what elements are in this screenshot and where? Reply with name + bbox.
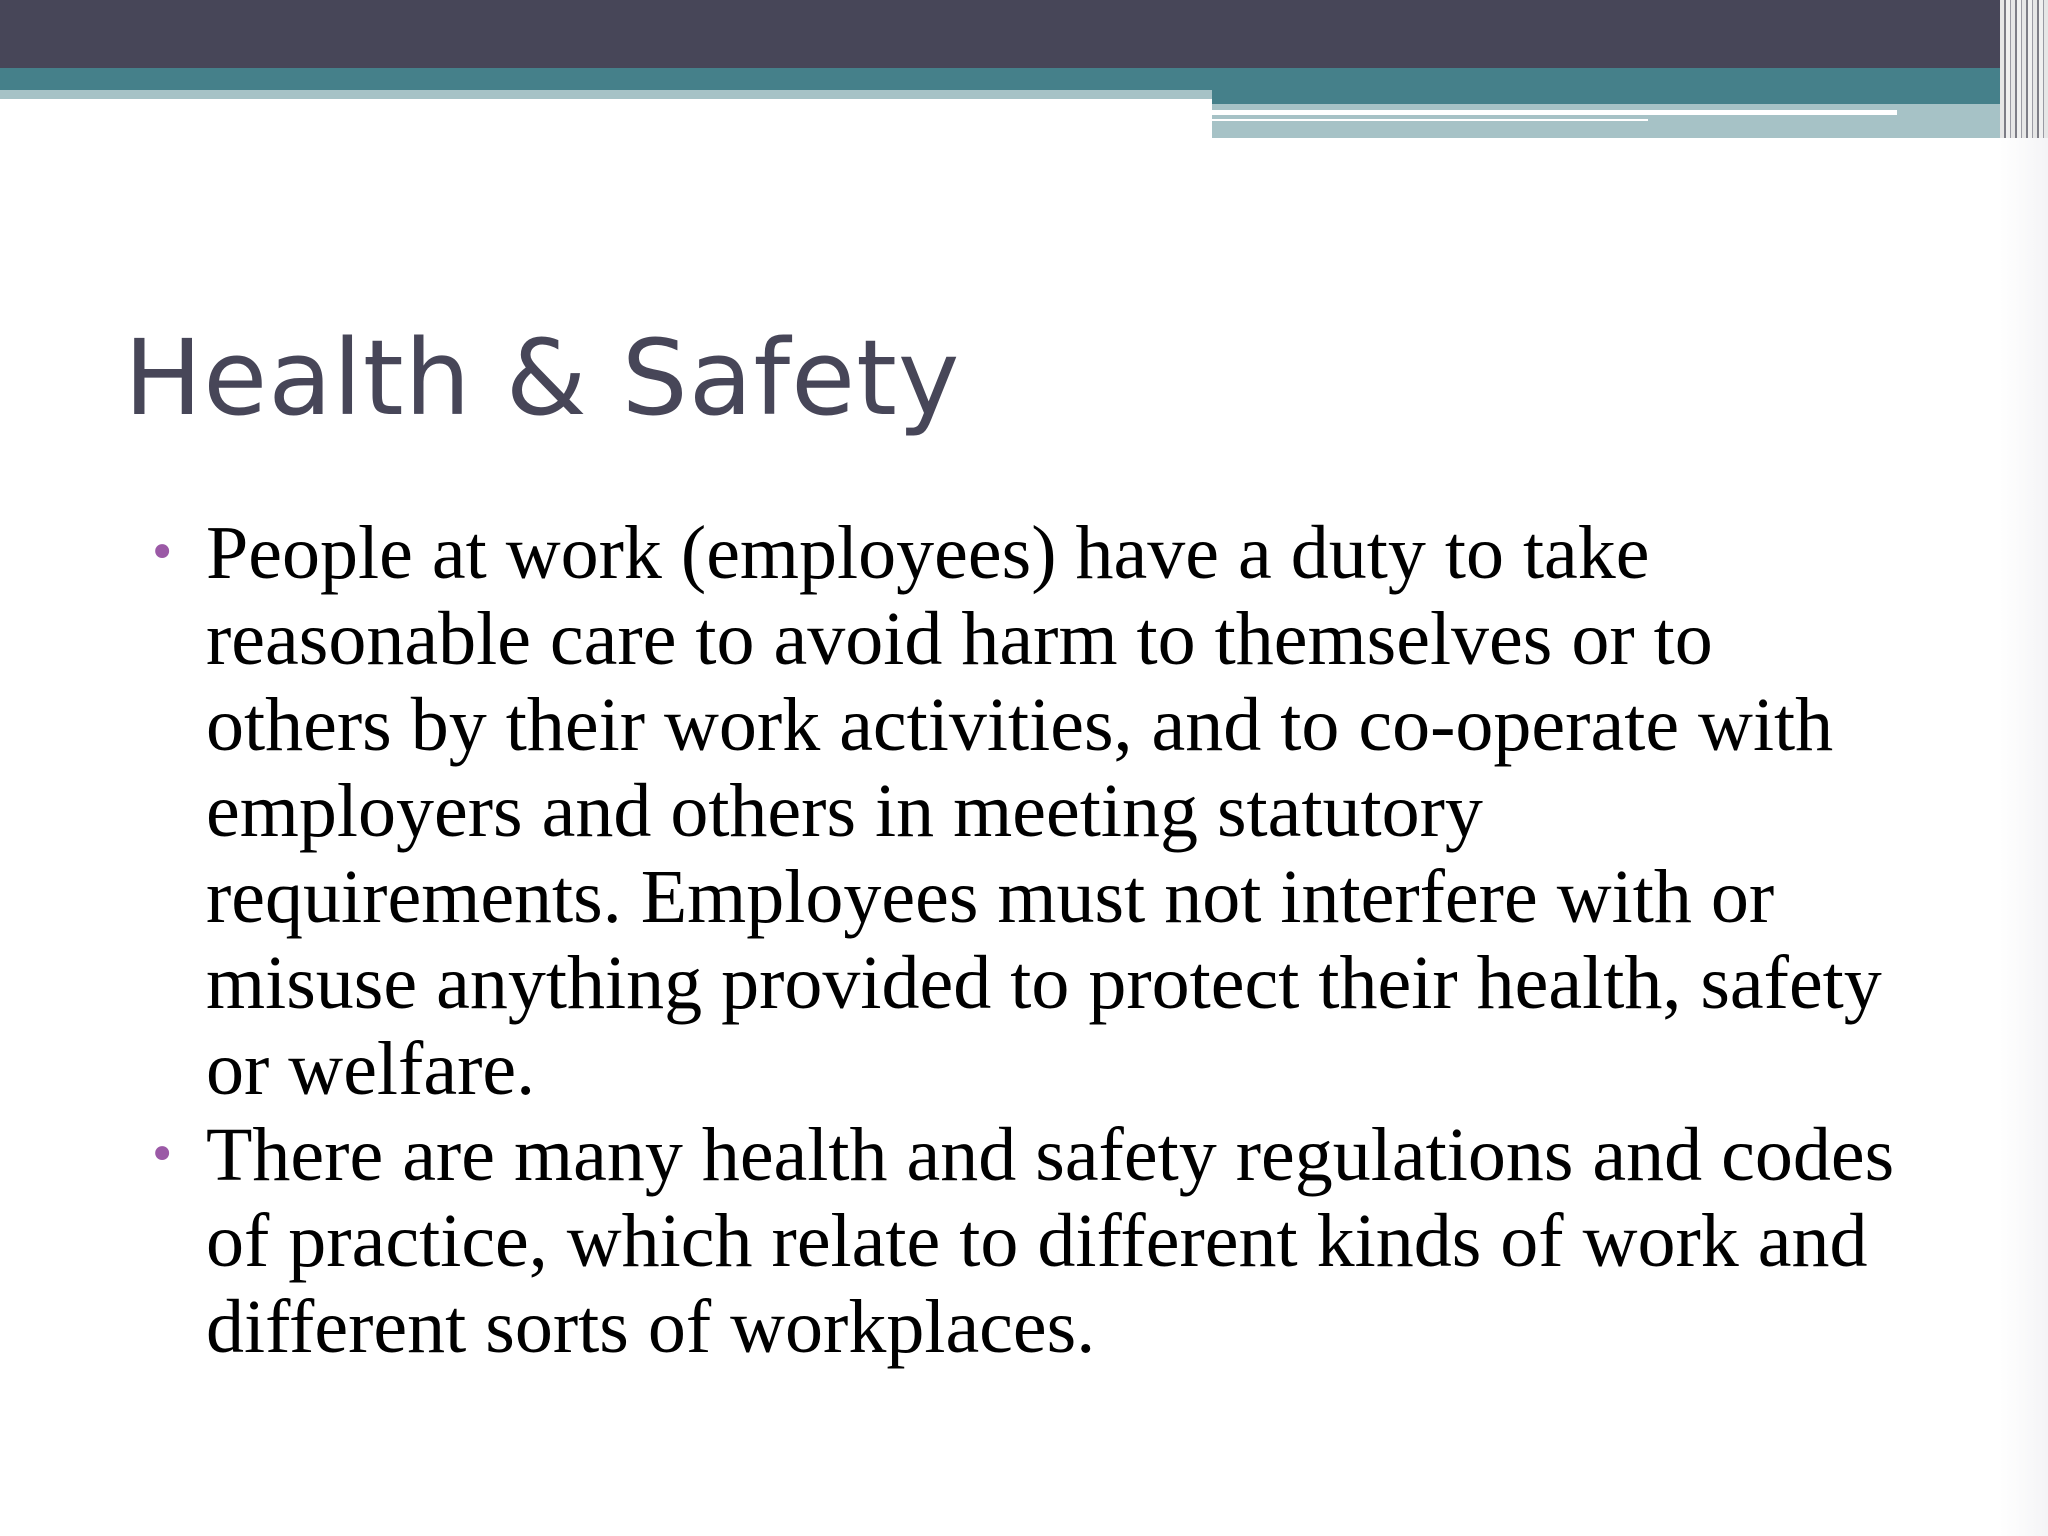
slide-title: Health & Safety bbox=[124, 317, 961, 439]
bullet-icon: • bbox=[148, 525, 177, 581]
header-accent-line-thin bbox=[1212, 119, 1648, 121]
header-band-teal bbox=[0, 68, 2048, 90]
bullet-item bbox=[140, 1112, 1900, 1370]
header-band-light-left bbox=[0, 90, 1212, 99]
bullet-text: People at work (employees) have a duty to take reasonable care to avoid harm to themselves or to others by their work activities, and to co-operate with employers and others in meeting statutory requirements. Employees must not interfere with or misuse anything provided to protect their health, safety or welfare. bbox=[206, 511, 1882, 1111]
corner-stripes-decoration bbox=[2000, 0, 2048, 138]
bullet-item bbox=[140, 510, 1900, 1112]
header-band-teal-right bbox=[1212, 90, 2048, 104]
header-accent-line bbox=[1212, 110, 1897, 115]
bullet-text: There are many health and safety regulations and codes of practice, which relate to different kinds of work and different sorts of workplaces. bbox=[206, 1113, 1895, 1369]
right-edge-shadow bbox=[2000, 138, 2048, 1536]
bullet-list bbox=[140, 510, 1900, 1370]
header-band-dark bbox=[0, 0, 2048, 68]
bullet-icon: • bbox=[148, 1127, 177, 1183]
